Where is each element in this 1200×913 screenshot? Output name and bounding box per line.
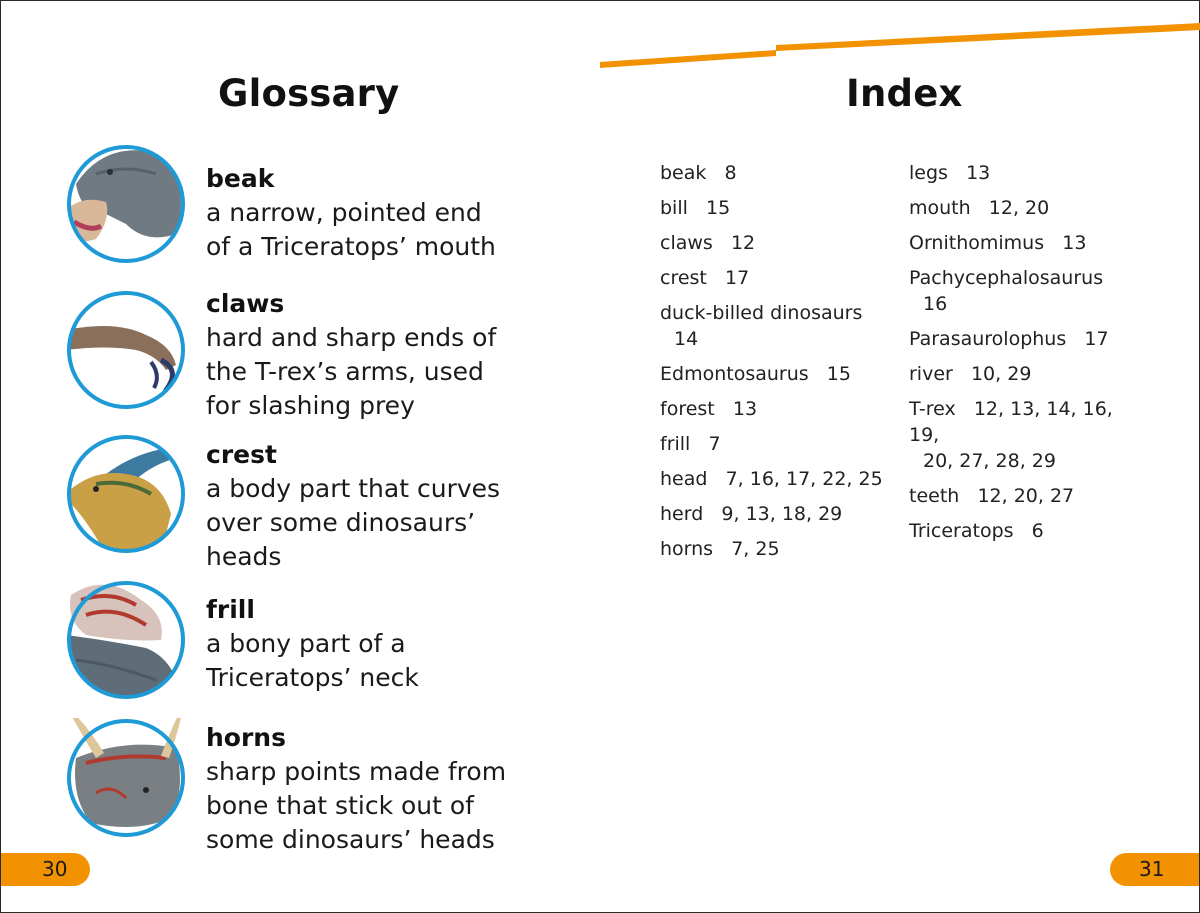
index-pages: 13 xyxy=(732,398,758,420)
glossary-entry-claws xyxy=(206,287,496,423)
orange-header-rule xyxy=(600,20,1200,70)
index-pages: 12, 20, 27 xyxy=(977,485,1075,507)
glossary-entry-frill xyxy=(206,593,419,695)
index-pages: 10, 29 xyxy=(970,363,1032,385)
index-term: crest xyxy=(660,267,707,289)
index-term: Ornithomimus xyxy=(909,232,1045,254)
index-term: bill xyxy=(660,197,688,219)
glossary-term: beak xyxy=(206,164,275,193)
page-number-tab-right xyxy=(1110,853,1199,886)
page-number: 30 xyxy=(42,857,68,881)
glossary-definition-line: Triceratops’ neck xyxy=(206,663,419,692)
index-term: Edmontosaurus xyxy=(660,363,809,385)
index-pages: 14 xyxy=(674,328,699,350)
index-pages: 12, 13, 14, 16, 19, xyxy=(909,398,1113,446)
index-term: head xyxy=(660,468,708,490)
index-entry xyxy=(660,501,900,527)
index-entry xyxy=(909,195,1149,221)
index-entry xyxy=(660,160,900,186)
index-term: herd xyxy=(660,503,704,525)
glossary-definition-line: over some dinosaurs’ xyxy=(206,508,476,537)
index-entry xyxy=(660,466,900,492)
index-term: Parasaurolophus xyxy=(909,328,1067,350)
index-column-2 xyxy=(909,160,1149,553)
glossary-title: Glossary xyxy=(218,72,400,115)
index-entry xyxy=(660,536,900,562)
index-entry xyxy=(660,195,900,221)
glossary-definition-line: sharp points made from xyxy=(206,757,507,786)
index-term: T-rex xyxy=(909,398,956,420)
index-pages: 12 xyxy=(730,232,756,254)
index-entry xyxy=(909,483,1149,509)
index-entry xyxy=(660,300,900,352)
claws-thumbnail-image xyxy=(66,290,186,410)
index-term: claws xyxy=(660,232,713,254)
glossary-definition-line: the T-rex’s arms, used xyxy=(206,357,484,386)
glossary-definition-line: a narrow, pointed end xyxy=(206,198,482,227)
glossary-term: crest xyxy=(206,440,277,469)
glossary-definition-line: heads xyxy=(206,542,282,571)
index-entry xyxy=(909,160,1149,186)
index-entry xyxy=(909,265,1149,317)
index-entry xyxy=(909,326,1149,352)
glossary-term: frill xyxy=(206,595,255,624)
horns-thumbnail-image xyxy=(66,718,186,838)
index-entry xyxy=(660,431,900,457)
index-term: Pachycephalosaurus xyxy=(909,267,1104,289)
index-entry xyxy=(909,518,1149,544)
glossary-entry-crest xyxy=(206,438,500,574)
index-pages: 12, 20 xyxy=(988,197,1050,219)
index-pages: 15 xyxy=(706,197,731,219)
index-entry xyxy=(660,265,900,291)
index-term: forest xyxy=(660,398,715,420)
index-pages: 15 xyxy=(826,363,851,385)
index-pages: 17 xyxy=(725,267,750,289)
beak-thumbnail-image xyxy=(66,144,186,264)
index-term: legs xyxy=(909,162,948,184)
index-entry xyxy=(660,396,900,422)
glossary-term: horns xyxy=(206,723,286,752)
index-pages: 13 xyxy=(1062,232,1087,254)
index-pages: 7, 16, 17, 22, 25 xyxy=(725,468,883,490)
frill-thumbnail-image xyxy=(66,580,186,700)
index-term: beak xyxy=(660,162,707,184)
glossary-entry-beak xyxy=(206,162,496,264)
index-entry xyxy=(909,230,1149,256)
index-term: duck-billed dinosaurs xyxy=(660,302,863,324)
glossary-definition-line: a bony part of a xyxy=(206,629,406,658)
index-pages: 8 xyxy=(724,162,737,184)
index-pages: 17 xyxy=(1084,328,1109,350)
index-term: teeth xyxy=(909,485,960,507)
index-term: frill xyxy=(660,433,691,455)
index-pages: 16 xyxy=(923,293,948,315)
glossary-definition-line: a body part that curves xyxy=(206,474,501,503)
index-pages: 6 xyxy=(1031,520,1044,542)
index-pages: 13 xyxy=(966,162,991,184)
glossary-definition-line: of a Triceratops’ mouth xyxy=(206,232,496,261)
glossary-definition-line: for slashing prey xyxy=(206,391,415,420)
page-number-tab-left xyxy=(1,853,90,886)
glossary-definition-line: hard and sharp ends of xyxy=(206,323,497,352)
index-entry xyxy=(909,361,1149,387)
index-pages-continued: 20, 27, 28, 29 xyxy=(923,450,1056,472)
glossary-term: claws xyxy=(206,289,285,318)
index-entry xyxy=(660,361,900,387)
index-term: horns xyxy=(660,538,714,560)
index-term: mouth xyxy=(909,197,971,219)
page-number: 31 xyxy=(1139,857,1165,881)
glossary-definition-line: bone that stick out of xyxy=(206,791,474,820)
index-column-1 xyxy=(660,160,900,571)
glossary-definition-line: some dinosaurs’ heads xyxy=(206,825,495,854)
glossary-entry-horns xyxy=(206,721,506,857)
index-entry xyxy=(660,230,900,256)
index-pages: 7, 25 xyxy=(731,538,780,560)
crest-thumbnail-image xyxy=(66,434,186,554)
index-title: Index xyxy=(846,72,963,115)
index-term: river xyxy=(909,363,953,385)
index-term: Triceratops xyxy=(909,520,1014,542)
index-pages: 7 xyxy=(708,433,721,455)
index-entry xyxy=(909,396,1149,474)
index-pages: 9, 13, 18, 29 xyxy=(721,503,843,525)
